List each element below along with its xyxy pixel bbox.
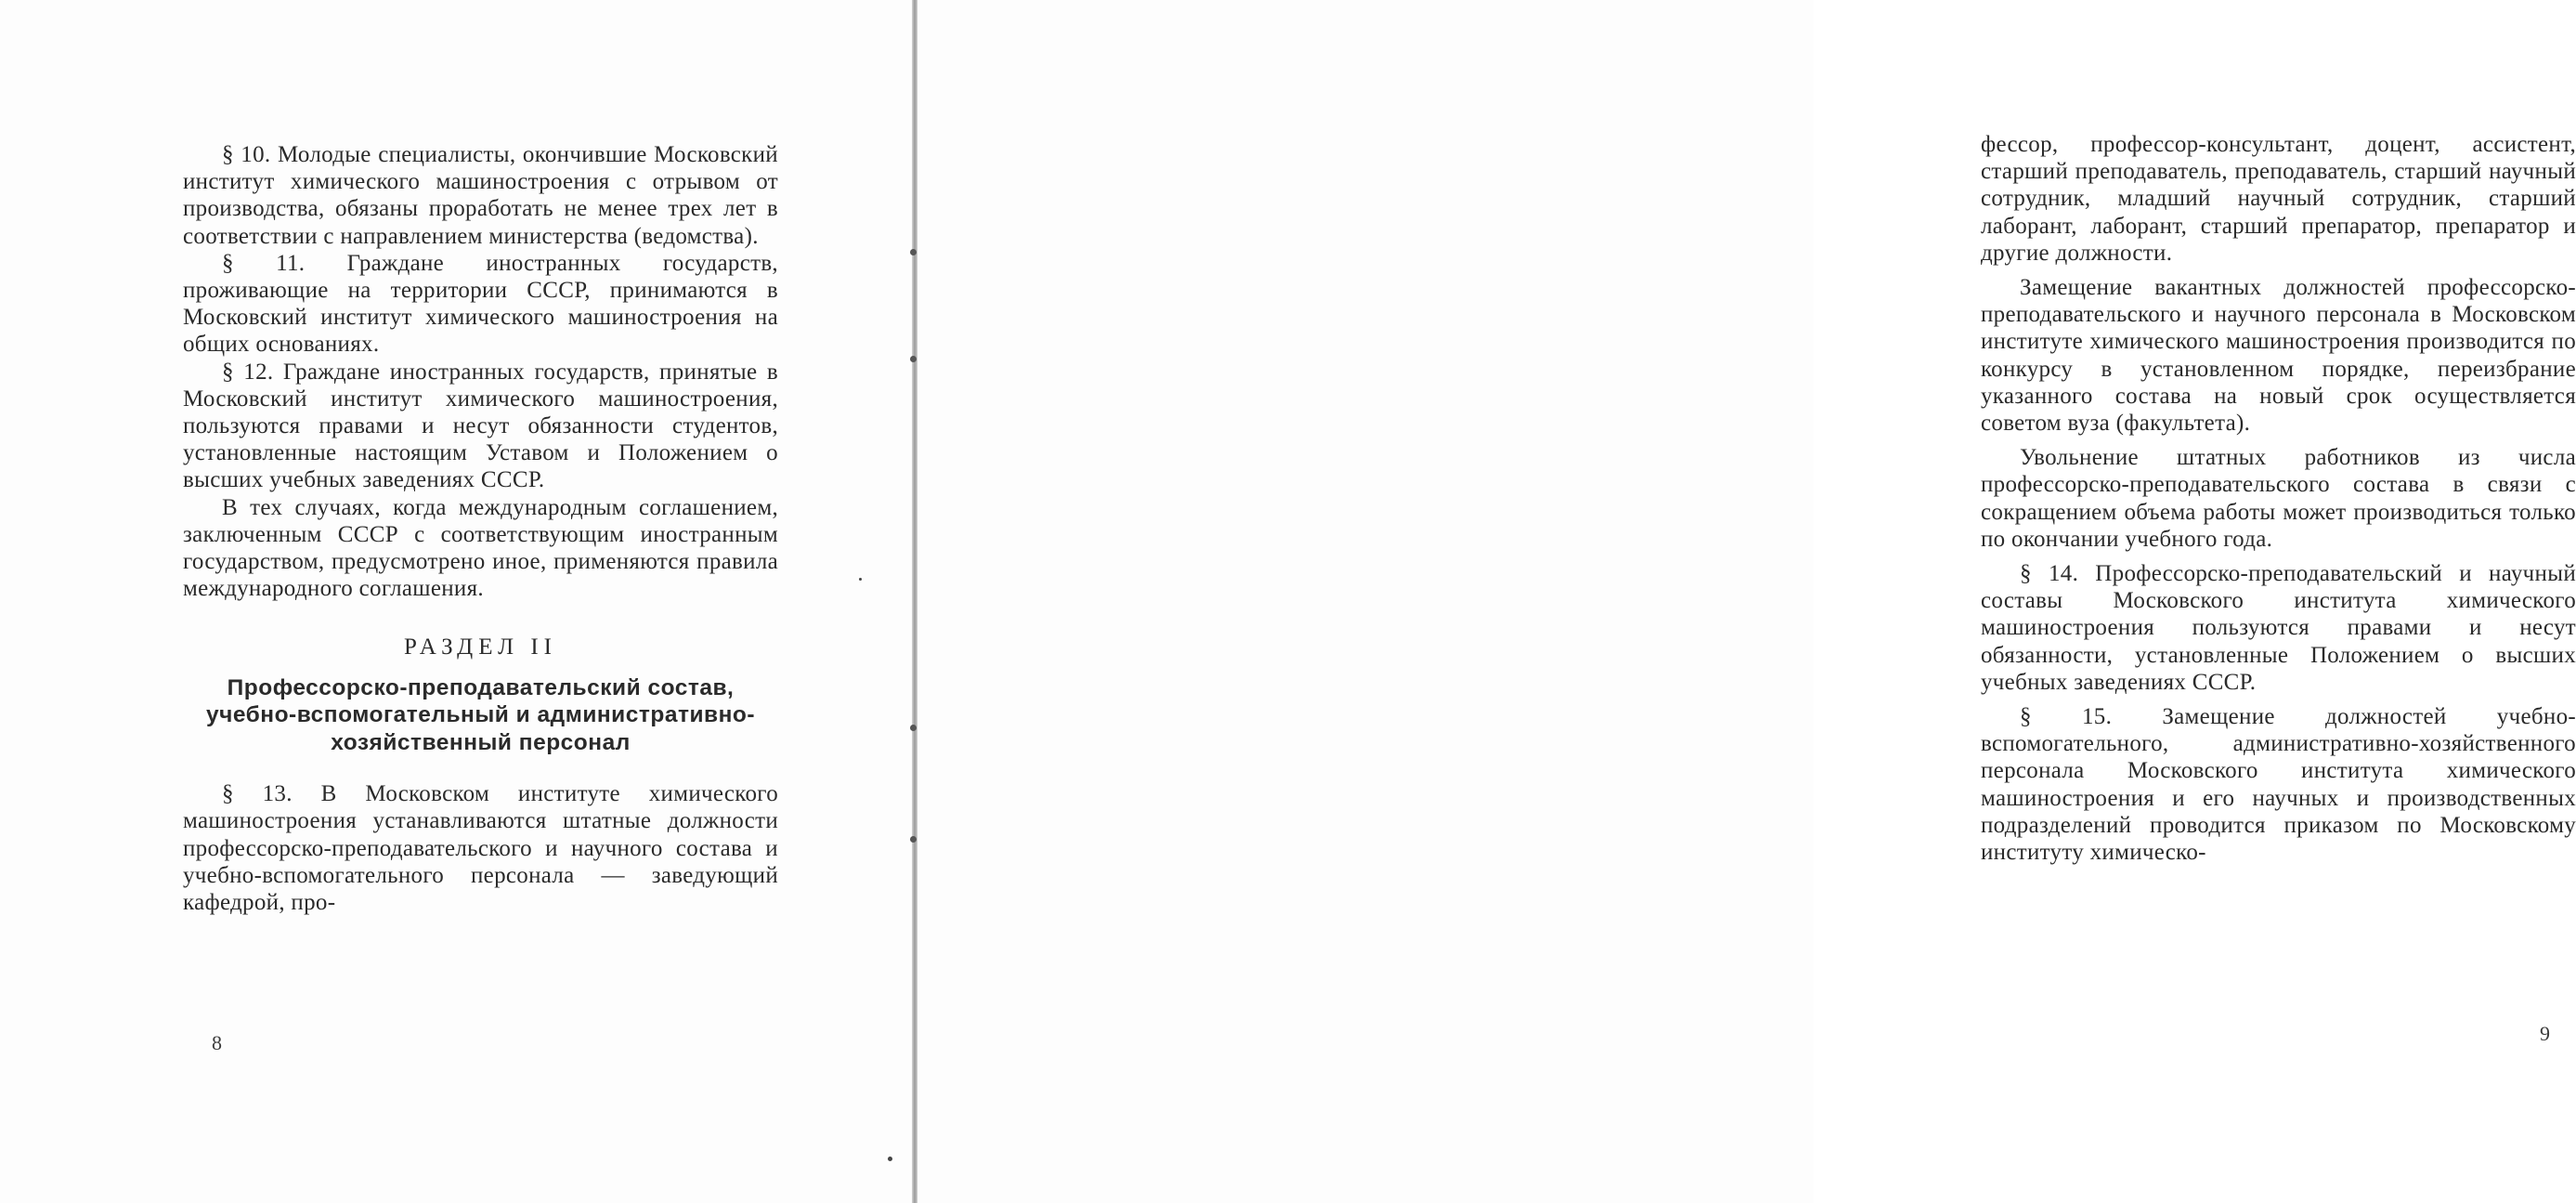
paragraph-11: § 11. Граждане иностранных государств, проживающие на территории СССР, принимаются в Московский институт химического машиностроения на общих основаниях. <box>183 250 778 358</box>
page-number-left: 8 <box>212 1031 222 1054</box>
paragraph-13: § 13. В Московском институте химического машиностроения устанавливаются штатные должности профессорско-преподавательского и научного состава и учебно-вспомогательного персонала — заведующий кафедрой, про- <box>183 781 778 915</box>
page-number-right: 9 <box>2540 1022 2550 1045</box>
paragraph-international: В тех случаях, когда международным соглашением, заключенным СССР с соответствующим иностранным государством, предусмотрено иное, применяются правила международного соглашения. <box>183 494 778 602</box>
dust-speck <box>888 1157 892 1161</box>
binding-staple-mark <box>910 249 917 255</box>
paragraph-10: § 10. Молодые специалисты, окончившие Московский институт химического машиностроения с отрывом от производства, обязаны проработать не менее трех лет в соответствии с направлением министерства (ведомства). <box>183 142 778 249</box>
left-text-column <box>183 141 778 916</box>
paragraph-15: § 15. Замещение должностей учебно-вспомогательного, административно-хозяйственного персонала Московского института химического машиностроения и его научных и производственных подразделений проводится приказом по Московскому институту химическо- <box>1981 704 2576 866</box>
section-label: РАЗДЕЛ II <box>404 634 557 660</box>
left-page <box>0 0 915 1203</box>
paragraph-12: § 12. Граждане иностранных государств, принятые в Московский институт химического машиностроения, пользуются правами и несут обязанности студентов, установленные настоящим Уставом и Положением о высших учебных заведениях СССР. <box>183 359 778 493</box>
binding-staple-mark <box>910 356 917 362</box>
paragraph-vacancies: Замещение вакантных должностей профессорско-преподавательского и научного персонала в Московском институте химического машиностроения производится по конкурсу в установленном порядке, переизбрание указанного состава на новый срок осуществляется советом вуза (факультета). <box>1981 275 2576 437</box>
paragraph-13-continuation: фессор, профессор-консультант, доцент, ассистент, старший преподаватель, преподаватель, старший научный сотрудник, младший научный сотрудник, старший лаборант, лаборант, старший препаратор, препаратор и другие должности. <box>1981 132 2576 266</box>
right-text-column <box>1981 131 2576 866</box>
dust-speck <box>859 578 862 581</box>
paragraph-dismissal: Увольнение штатных работников из числа профессорско-преподавательского состава в связи с сокращением объема работы может производиться только по окончании учебного года. <box>1981 445 2576 552</box>
paragraph-14: § 14. Профессорско-преподавательский и научный составы Московского института химического машиностроения пользуются правами и несут обязанности, установленные Положением о высших учебных заведениях СССР. <box>1981 561 2576 695</box>
right-page <box>915 0 2576 1203</box>
binding-staple-mark <box>910 725 917 731</box>
section-heading: Профессорско-преподавательский состав, учебно-вспомогательный и административно-хозяйственный персонал <box>205 674 755 755</box>
book-gutter <box>912 0 917 1203</box>
binding-staple-mark <box>910 836 917 843</box>
